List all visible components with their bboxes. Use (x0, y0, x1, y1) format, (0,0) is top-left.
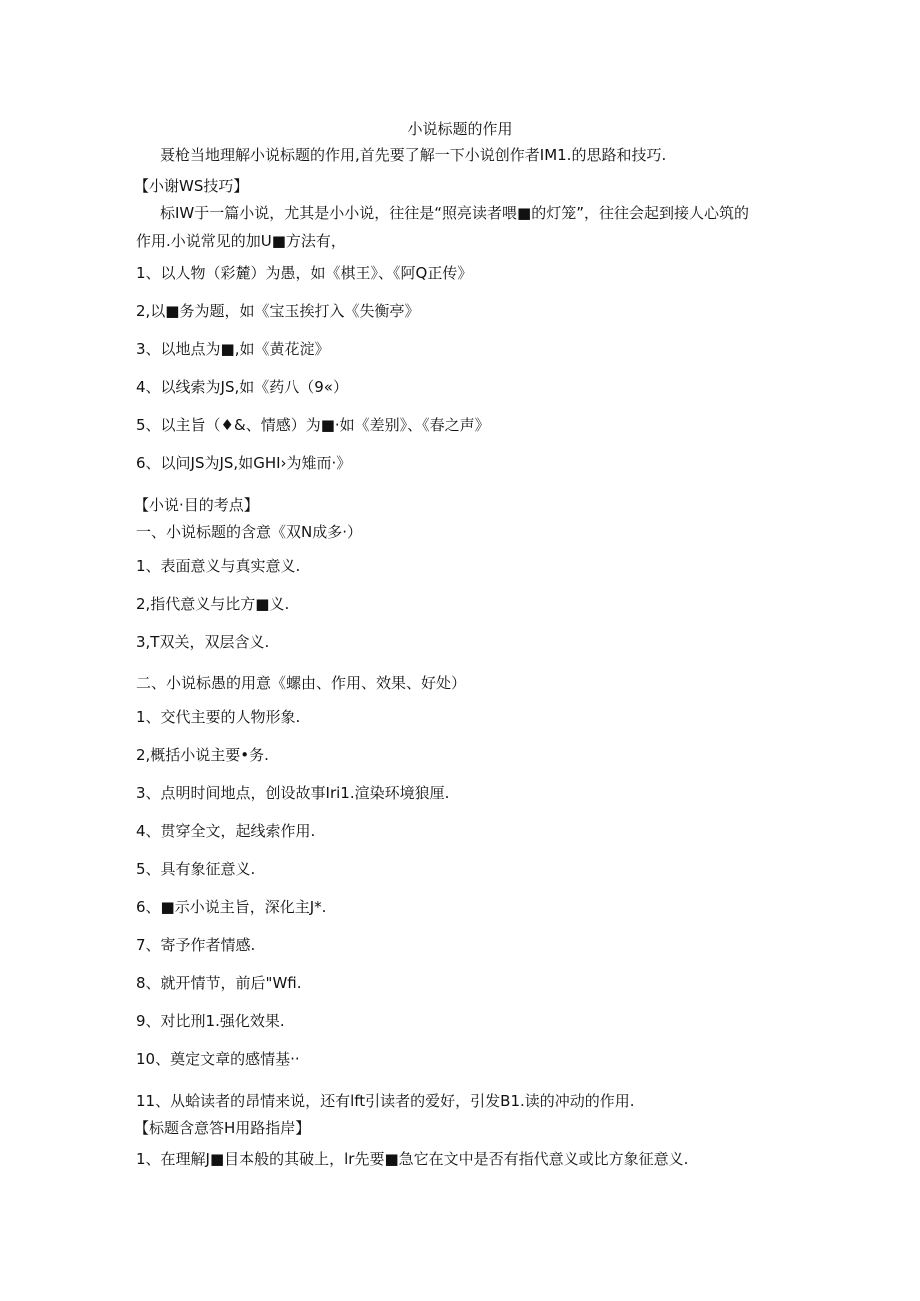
section2-subheading-1: 一、小说标题的含意《双N成多·） (136, 523, 362, 541)
section2-item: 3、点明时间地点，创设故事Iri1.渲染环境狼厘. (136, 784, 450, 802)
section3-item: 1、在理解J■目本般的其破上，lr先要■急它在文中是否有指代意义或比方象征意义. (136, 1150, 689, 1168)
document-title: 小说标题的作用 (407, 120, 513, 138)
section2-item: 5、具有象征意义. (136, 860, 256, 878)
section2-item: 9、对比刑1.强化效果. (136, 1012, 285, 1030)
section1-paragraph-line1: 标IW于一篇小说，尤其是小小说，往往是“照亮读者喂■的灯笼”，往往会起到接人心筑的 (160, 204, 749, 222)
section1-item: 3、以地点为■,如《黄花淀》 (136, 340, 330, 358)
section1-item: 4、以线索为JS,如《药八（9«） (136, 378, 348, 396)
intro-paragraph: 聂枪当地理解小说标题的作用,首先要了解一下小说创作者IM1.的思路和技巧. (160, 146, 667, 164)
section1-paragraph-line2: 作用.小说常见的加U■方法有， (136, 232, 346, 250)
section2-item: 3,T双关，双层含义. (136, 633, 270, 651)
section1-item: 5、以主旨（♦&、情感）为■·如《差别》、《春之声》 (136, 416, 490, 434)
section2-item: 2,指代意义与比方■义. (136, 595, 290, 613)
section2-item: 6、■示小说主旨，深化主J*. (136, 898, 327, 916)
section2-subheading-2: 二、小说标愚的用意《螺由、作用、效果、好处） (136, 674, 467, 692)
section3-header: 【标题含意答H用路指岸】 (134, 1119, 311, 1137)
section1-item: 1、以人物（彩麓）为愚，如《棋王》、《阿Q正传》 (136, 264, 473, 282)
section2-item: 4、贯穿全文，起线索作用. (136, 822, 316, 840)
section1-item: 2,以■务为题，如《宝玉挨打入《失衡亭》 (136, 302, 420, 320)
section2-item: 10、奠定文章的感情基·· (136, 1050, 300, 1068)
section1-header: 【小谢WS技巧】 (134, 177, 249, 195)
section2-item: 2,概括小说主要•务. (136, 746, 269, 764)
section2-item: 7、寄予作者情感. (136, 936, 256, 954)
section2-item: 11、从蛤读者的昂情来说，还有lft引读者的爱好，引发B1.读的冲动的作用. (136, 1092, 635, 1110)
section2-item: 8、就开情节，前后"Wfi. (136, 974, 302, 992)
section2-item: 1、交代主要的人物形象. (136, 708, 301, 726)
section1-item: 6、以问JS为JS,如GHI›为雉而·》 (136, 454, 352, 472)
section2-item: 1、表面意义与真实意义. (136, 557, 301, 575)
section2-header: 【小说·目的考点】 (134, 496, 259, 514)
